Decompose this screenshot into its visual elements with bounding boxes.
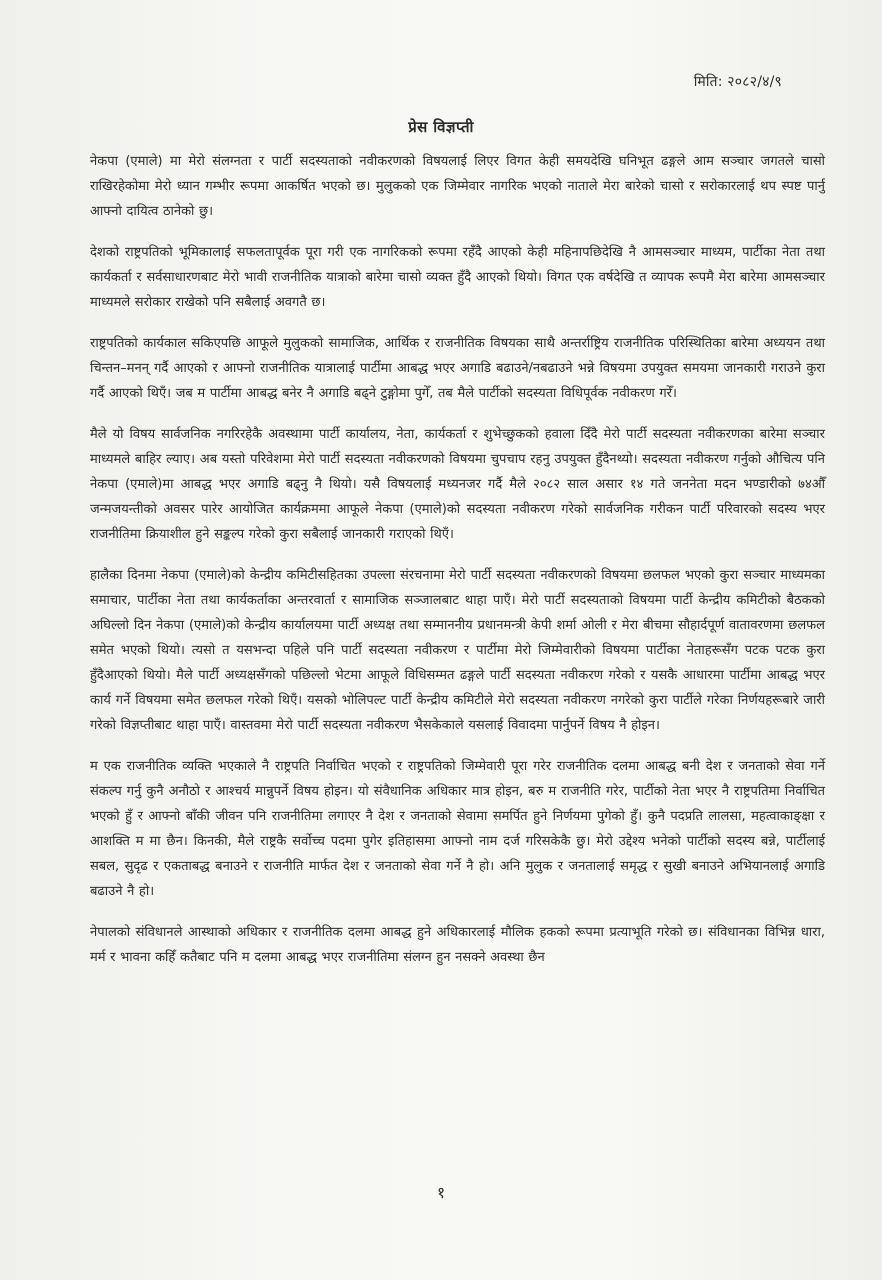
paragraph: नेकपा (एमाले) मा मेरो संलग्नता र पार्टी सदस्यताको नवीकरणको विषयलाई लिएर विगत केही समयदेखि घनिभूत ढङ्गले आम सञ्चार जगतले चासो राखिरहेकोमा मेरो ध्यान गम्भीर रूपमा आकर्षित भएको छ। मुलुकको एक जिम्मेवार नागरिक भएको नाताले मेरा बारेको चासो र सरोकारलाई थप स्पष्ट पार्नु आफ्नो दायित्व ठानेको छु। [90,154,825,219]
paragraph: म एक राजनीतिक व्यक्ति भएकाले नै राष्ट्रपति निर्वाचित भएको र राष्ट्रपतिको जिम्मेवारी पूरा गरेर राजनीतिक दलमा आबद्ध बनी देश र जनताको सेवा गर्ने संकल्प गर्नु कुनै अनौठो र आश्चर्य मान्नुपर्ने विषय होइन। यो संवैधानिक अधिकार मात्र होइन, बरु म राजनीति गरेर, पार्टीको नेता भएर नै राष्ट्रपतिमा निर्वाचित भएको हुँ र आफ्नो बाँकी जीवन पनि राजनीतिमा लगाएर नै देश र जनताको सेवामा समर्पित हुने निर्णयमा पुगेको हुँ। कुनै पदप्रति लालसा, महत्वाकाङ्क्षा र आशक्ति म मा छैन। किनकी, मैले राष्ट्रकै सर्वोच्च पदमा पुगेर इतिहासमा आफ्नो नाम दर्ज गरिसकेकै छु। मेरो उद्देश्य भनेको पार्टीको सदस्य बन्ने, पार्टीलाई सबल, सुदृढ र एकताबद्ध बनाउने र राजनीति मार्फत देश र जनताको सेवा गर्ने नै हो। अनि मुलुक र जनतालाई समृद्ध र सुखी बनाउने अभियानलाई अगाडि बढाउने नै हो। [90,759,825,899]
paragraph: देशको राष्ट्रपतिको भूमिकालाई सफलतापूर्वक पूरा गरी एक नागरिकको रूपमा रहँदै आएको केही महिनापछिदेखि नै आमसञ्चार माध्यम, पार्टीका नेता तथा कार्यकर्ता र सर्वसाधारणबाट मेरो भावी राजनीतिक यात्राको बारेमा चासो व्यक्त हुँदै आएको थियो। विगत एक वर्षदेखि त व्यापक रूपमै मेरा बारेमा आमसञ्चार माध्यमले सरोकार राखेको पनि सबैलाई अवगतै छ। [90,245,825,310]
paragraph: नेपालको संविधानले आस्थाको अधिकार र राजनीतिक दलमा आबद्ध हुने अधिकारलाई मौलिक हकको रूपमा प्रत्याभूति गरेको छ। संविधानका विभिन्न धारा, मर्म र भावना कहिँ कतैबाट पनि म दलमा आबद्ध भएर राजनीतिमा संलग्न हुन नसक्ने अवस्था छैन [90,925,825,965]
paragraph: मैले यो विषय सार्वजनिक नगरिरहेकै अवस्थामा पार्टी कार्यालय, नेता, कार्यकर्ता र शुभेच्छुकको हवाला दिँदै मेरो पार्टी सदस्यता नवीकरणका बारेमा सञ्चार माध्यमले बाहिर ल्याए। अब यस्तो परिवेशमा मेरो पार्टी सदस्यता नवीकरणको विषयमा चुपचाप रहनु उपयुक्त हुँदैनथ्यो। सदस्यता नवीकरण गर्नुको औचित्य पनि नेकपा (एमाले)मा आबद्ध भएर अगाडि बढ्नु नै थियो। यसै विषयलाई मध्यनजर गर्दै मैले २०८२ साल असार १४ गते जननेता मदन भण्डारीको ७४औँ जन्मजयन्तीको अवसर पारेर आयोजित कार्यक्रममा आफूले नेकपा (एमाले)को सदस्यता नवीकरण गरेको सार्वजनिक गरीकन पार्टी परिवारको सदस्य भएर राजनीतिमा क्रियाशील हुने सङ्कल्प गरेको कुरा सबैलाई जानकारी गराएको थिएँ। [90,427,825,542]
paragraph: राष्ट्रपतिको कार्यकाल सकिएपछि आफूले मुलुकको सामाजिक, आर्थिक र राजनीतिक विषयका साथै अन्तर्राष्ट्रिय राजनीतिक परिस्थितिका बारेमा अध्ययन तथा चिन्तन–मनन् गर्दै आएको र आफ्नो राजनीतिक यात्रालाई पार्टीमा आबद्ध भएर अगाडि बढाउने/नबढाउने भन्ने विषयमा उपयुक्त समयमा जानकारी गराउने कुरा गर्दै आएको थिएँ। जब म पार्टीमा आबद्ध बनेर नै अगाडि बढ्ने टुङ्गोमा पुगेँ, तब मैले पार्टीको सदस्यता विधिपूर्वक नवीकरण गरेँ। [90,336,825,401]
date-label: मिति: २०८२/४/९ [693,74,782,90]
document-title: प्रेस विज्ञप्ती [408,118,474,136]
document-body [90,149,825,986]
paragraph: हालैका दिनमा नेकपा (एमाले)को केन्द्रीय कमिटीसहितका उपल्ला संरचनामा मेरो पार्टी सदस्यता नवीकरणको विषयमा छलफल भएको कुरा सञ्चार माध्यमका समाचार, पार्टीका नेता तथा कार्यकर्ताका अन्तरवार्ता र सामाजिक सञ्जालबाट थाहा पाएँ। मेरो पार्टी सदस्यताको विषयमा पार्टी केन्द्रीय कमिटीको बैठकको अघिल्लो दिन नेकपा (एमाले)को केन्द्रीय कार्यालयमा पार्टी अध्यक्ष तथा सम्माननीय प्रधानमन्त्री केपी शर्मा ओली र मेरा बीचमा सौहार्दपूर्ण वातावरणमा छलफल समेत भएको थियो। त्यसो त यसभन्दा पहिले पनि पार्टी सदस्यता नवीकरण र पार्टीमा मेरो जिम्मेवारीको विषयमा पार्टीका नेताहरूसँग पटक पटक कुरा हुँदैआएको थियो। मैले पार्टी अध्यक्षसँगको पछिल्लो भेटमा आफूले विधिसम्मत ढङ्गले पार्टी सदस्यता नवीकरण गरेको र यसकै आधारमा पार्टीमा आबद्ध भएर कार्य गर्ने विषयमा समेत छलफल गरेको थिएँ। यसको भोलिपल्ट पार्टी केन्द्रीय कमिटीले मेरो सदस्यता नवीकरण नगरेको कुरा पार्टीले गरेका निर्णयहरूबारे जारी गरेको विज्ञप्तीबाट थाहा पाएँ। वास्तवमा मेरो पार्टी सदस्यता नवीकरण भैसकेकाले यसलाई विवादमा पार्नुपर्ने विषय नै होइन। [90,568,825,733]
page-number: १ [436,1183,446,1202]
